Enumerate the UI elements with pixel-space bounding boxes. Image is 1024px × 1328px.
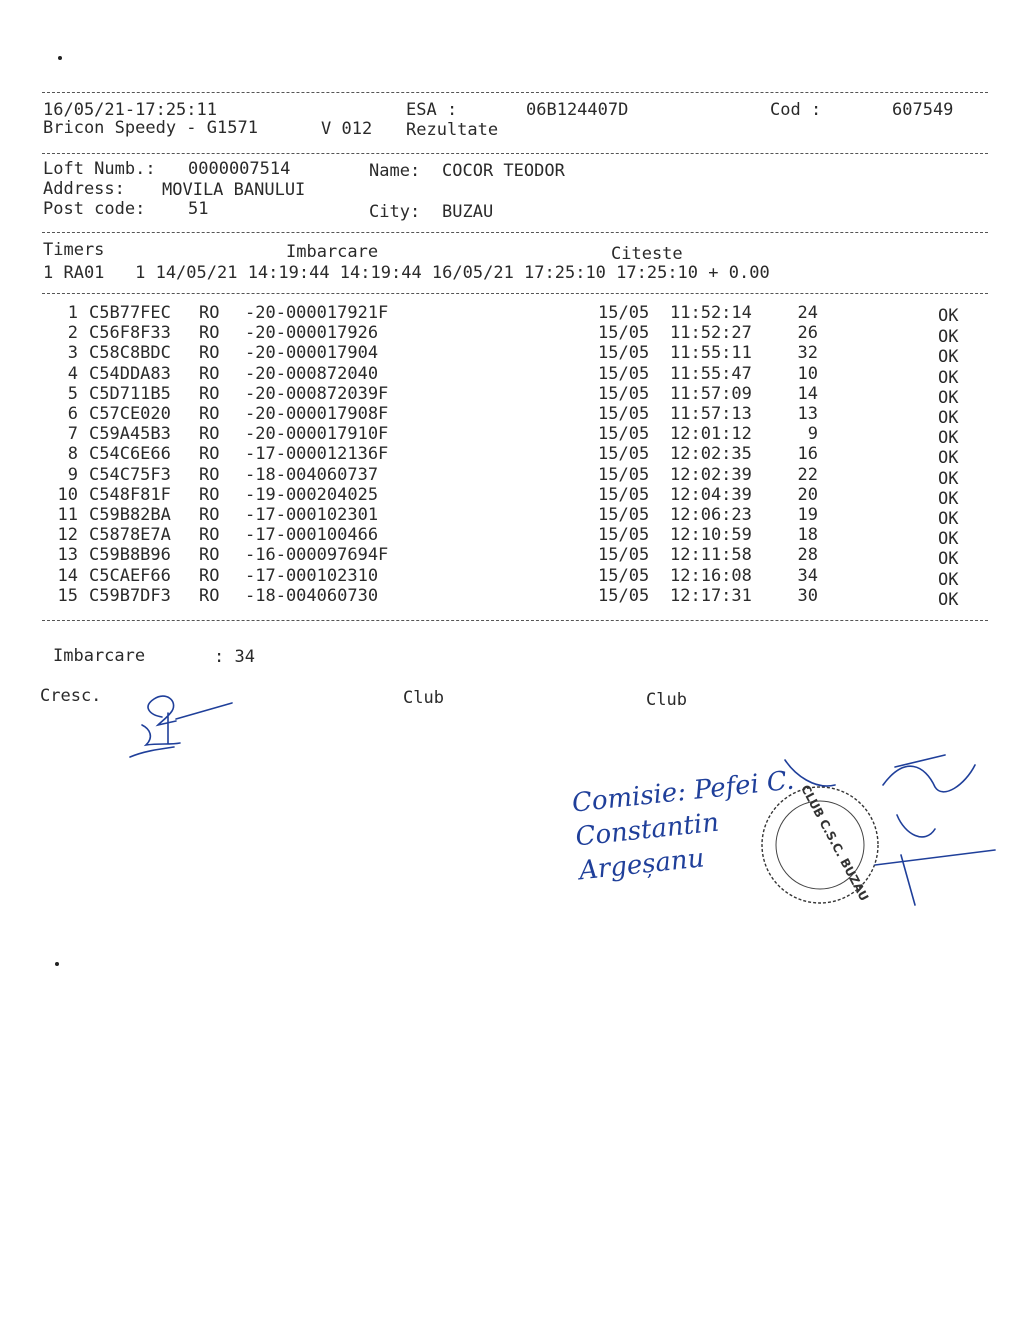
row-number: 1 xyxy=(67,303,78,323)
chip-id: C5B77FEC xyxy=(89,303,171,323)
ring-number: -18-004060737 xyxy=(245,464,379,485)
status-ok: OK xyxy=(938,347,959,368)
ring-number: -20-000872040 xyxy=(245,363,379,384)
name-label: Name: xyxy=(369,161,421,181)
position: 10 xyxy=(797,363,818,384)
row-number: 8 xyxy=(67,444,78,465)
position: 9 xyxy=(807,424,818,445)
chip-id: C59A45B3 xyxy=(89,424,171,445)
report-title: Rezultate xyxy=(406,120,499,140)
chip-id: C59B82BA xyxy=(89,505,171,525)
loft-label: Loft Numb.: xyxy=(43,159,156,179)
arrival-time: 12:04:39 xyxy=(670,484,752,505)
dashed-rule xyxy=(42,232,988,233)
row-number: 3 xyxy=(67,343,78,364)
status-ok: OK xyxy=(938,306,959,326)
city-label: City: xyxy=(369,202,421,222)
arrival-time: 12:02:39 xyxy=(670,464,752,485)
country-code: RO xyxy=(199,464,220,485)
loft-value: 0000007514 xyxy=(188,159,291,179)
table-row xyxy=(0,585,1024,610)
chip-id: C54C75F3 xyxy=(89,464,171,485)
row-number: 5 xyxy=(67,383,78,404)
chip-id: C5CAEF66 xyxy=(89,565,171,586)
table-row xyxy=(0,444,1024,469)
ring-number: -17-000100466 xyxy=(245,525,379,546)
position: 16 xyxy=(797,444,818,465)
arrival-date: 15/05 xyxy=(598,323,650,344)
arrival-time: 11:57:09 xyxy=(670,383,752,404)
status-ok: OK xyxy=(938,488,959,509)
status-ok: OK xyxy=(938,327,959,348)
ring-number: -20-000872039F xyxy=(245,383,389,404)
speck xyxy=(55,962,59,966)
arrival-time: 12:06:23 xyxy=(670,505,752,525)
arrival-time: 11:52:27 xyxy=(670,323,752,344)
arrival-time: 12:16:08 xyxy=(670,565,752,586)
table-row xyxy=(0,363,1024,388)
chip-id: C5D711B5 xyxy=(89,383,171,404)
arrival-time: 11:52:14 xyxy=(670,303,752,323)
chip-id: C5878E7A xyxy=(89,525,171,546)
ring-number: -17-000012136F xyxy=(245,444,389,465)
table-row xyxy=(0,484,1024,509)
address-label: Address: xyxy=(43,179,125,199)
speck xyxy=(58,56,62,60)
chip-id: C59B7DF3 xyxy=(89,585,171,606)
country-code: RO xyxy=(199,484,220,505)
table-row xyxy=(0,343,1024,368)
device-name: Bricon Speedy - G1571 xyxy=(43,118,258,138)
imbarcare-total-value: : 34 xyxy=(214,647,255,667)
cod-label: Cod : xyxy=(770,100,822,120)
row-number: 12 xyxy=(57,525,78,546)
row-number: 11 xyxy=(57,505,78,525)
row-number: 9 xyxy=(67,464,78,485)
country-code: RO xyxy=(199,363,220,384)
table-row xyxy=(0,545,1024,570)
cresc-label: Cresc. xyxy=(40,686,102,706)
device-version: V 012 xyxy=(321,119,373,139)
club-label: Club xyxy=(403,688,444,708)
arrival-date: 15/05 xyxy=(598,404,650,424)
city-value: BUZAU xyxy=(442,202,494,222)
arrival-date: 15/05 xyxy=(598,525,650,546)
arrival-time: 12:10:59 xyxy=(670,525,752,546)
chip-id: C57CE020 xyxy=(89,404,171,424)
status-ok: OK xyxy=(938,589,959,610)
country-code: RO xyxy=(199,404,220,424)
status-ok: OK xyxy=(938,529,959,550)
chip-id: C54C6E66 xyxy=(89,444,171,465)
row-number: 7 xyxy=(67,424,78,445)
club-label: Club xyxy=(646,690,687,710)
ring-number: -20-000017908F xyxy=(245,404,389,424)
commission-note: Comisie: Pefei C. Constantin Argeșanu xyxy=(570,765,796,887)
row-number: 15 xyxy=(57,585,78,606)
country-code: RO xyxy=(199,545,220,566)
chip-id: C56F8F33 xyxy=(89,323,171,344)
commission-signature-block xyxy=(565,745,1015,925)
country-code: RO xyxy=(199,444,220,465)
position: 13 xyxy=(797,404,818,424)
arrival-date: 15/05 xyxy=(598,565,650,586)
country-code: RO xyxy=(199,323,220,344)
position: 14 xyxy=(797,383,818,404)
arrival-time: 12:17:31 xyxy=(670,585,752,606)
status-ok: OK xyxy=(938,569,959,590)
arrival-time: 12:02:35 xyxy=(670,444,752,465)
status-ok: OK xyxy=(938,509,959,529)
position: 22 xyxy=(797,464,818,485)
cod-value: 607549 xyxy=(892,100,954,120)
timers-label: Timers xyxy=(43,240,105,260)
ring-number: -20-000017926 xyxy=(245,323,379,344)
arrival-time: 11:55:47 xyxy=(670,363,752,384)
status-ok: OK xyxy=(938,428,959,449)
chip-id: C58C8BDC xyxy=(89,343,171,364)
country-code: RO xyxy=(199,565,220,586)
postcode-label: Post code: xyxy=(43,199,146,219)
table-row xyxy=(0,424,1024,449)
row-number: 2 xyxy=(67,323,78,344)
arrival-time: 12:01:12 xyxy=(670,424,752,445)
country-code: RO xyxy=(199,585,220,606)
club-stamp-text: CLUB C.S.C. BUZAU xyxy=(798,782,872,904)
position: 18 xyxy=(797,525,818,546)
name-value: COCOR TEODOR xyxy=(442,161,565,181)
position: 19 xyxy=(797,505,818,525)
ring-number: -18-004060730 xyxy=(245,585,379,606)
imbarcare-column-label: Imbarcare xyxy=(286,242,379,262)
dashed-rule xyxy=(42,293,988,294)
ring-number: -17-000102301 xyxy=(245,505,379,525)
esa-value: 06B124407D xyxy=(526,100,629,120)
status-ok: OK xyxy=(938,408,959,428)
arrival-date: 15/05 xyxy=(598,343,650,364)
postcode-value: 51 xyxy=(188,199,209,219)
position: 30 xyxy=(797,585,818,606)
table-row xyxy=(0,406,1024,426)
arrival-time: 11:55:11 xyxy=(670,343,752,364)
table-row xyxy=(0,525,1024,550)
arrival-time: 12:11:58 xyxy=(670,545,752,566)
ring-number: -17-000102310 xyxy=(245,565,379,586)
row-number: 14 xyxy=(57,565,78,586)
arrival-date: 15/05 xyxy=(598,585,650,606)
row-number: 6 xyxy=(67,404,78,424)
table-row xyxy=(0,565,1024,590)
country-code: RO xyxy=(199,303,220,323)
arrival-time: 11:57:13 xyxy=(670,404,752,424)
status-ok: OK xyxy=(938,549,959,570)
position: 20 xyxy=(797,484,818,505)
ring-number: -16-000097694F xyxy=(245,545,389,566)
table-row xyxy=(0,507,1024,527)
country-code: RO xyxy=(199,383,220,404)
table-row xyxy=(0,464,1024,489)
row-number: 4 xyxy=(67,363,78,384)
arrival-date: 15/05 xyxy=(598,444,650,465)
ring-number: -20-000017921F xyxy=(245,303,389,323)
ring-number: -19-000204025 xyxy=(245,484,379,505)
status-ok: OK xyxy=(938,448,959,469)
arrival-date: 15/05 xyxy=(598,505,650,525)
status-ok: OK xyxy=(938,468,959,489)
dashed-rule xyxy=(42,153,988,154)
arrival-date: 15/05 xyxy=(598,383,650,404)
position: 28 xyxy=(797,545,818,566)
table-row xyxy=(0,323,1024,348)
dashed-rule xyxy=(42,620,988,621)
position: 34 xyxy=(797,565,818,586)
fancier-signature xyxy=(120,685,240,765)
arrival-date: 15/05 xyxy=(598,303,650,323)
country-code: RO xyxy=(199,424,220,445)
address-value: MOVILA BANULUI xyxy=(162,180,306,200)
arrival-date: 15/05 xyxy=(598,464,650,485)
country-code: RO xyxy=(199,343,220,364)
position: 32 xyxy=(797,343,818,364)
esa-label: ESA : xyxy=(406,100,458,120)
status-ok: OK xyxy=(938,387,959,408)
ring-number: -20-000017910F xyxy=(245,424,389,445)
arrival-date: 15/05 xyxy=(598,484,650,505)
table-row xyxy=(0,305,1024,325)
arrival-date: 15/05 xyxy=(598,424,650,445)
row-number: 13 xyxy=(57,545,78,566)
position: 26 xyxy=(797,323,818,344)
arrival-date: 15/05 xyxy=(598,363,650,384)
ring-number: -20-000017904 xyxy=(245,343,379,364)
chip-id: C54DDA83 xyxy=(89,363,171,384)
chip-id: C59B8B96 xyxy=(89,545,171,566)
header-datetime: 16/05/21-17:25:11 xyxy=(43,100,217,120)
country-code: RO xyxy=(199,505,220,525)
row-number: 10 xyxy=(57,484,78,505)
dashed-rule xyxy=(42,92,988,93)
country-code: RO xyxy=(199,525,220,546)
table-row xyxy=(0,383,1024,408)
chip-id: C548F81F xyxy=(89,484,171,505)
timer-line: 1 RA01 1 14/05/21 14:19:44 14:19:44 16/05/21 17:25:10 17:25:10 + 0.00 xyxy=(43,263,770,283)
status-ok: OK xyxy=(938,367,959,388)
citeste-column-label: Citeste xyxy=(611,244,683,264)
imbarcare-total-label: Imbarcare xyxy=(53,646,146,666)
arrival-date: 15/05 xyxy=(598,545,650,566)
position: 24 xyxy=(797,303,818,323)
